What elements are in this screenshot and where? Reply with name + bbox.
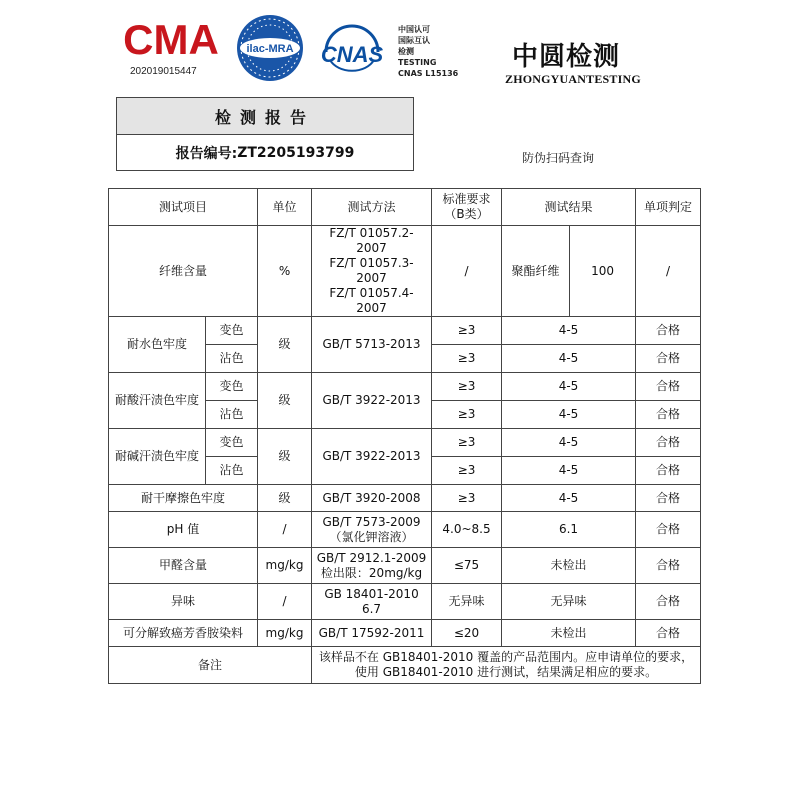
header-standard-line2: （B类） xyxy=(444,207,489,221)
odor-method-line2: 6.7 xyxy=(361,601,382,616)
report-title-box xyxy=(116,97,414,171)
fiber-method-2: FZ/T 01057.3-2007 xyxy=(329,256,414,285)
water-sub2-result: 4-5 xyxy=(502,345,636,373)
fiber-result-label: 聚酯纤维 xyxy=(502,226,570,317)
water-item: 耐水色牢度 xyxy=(109,317,206,373)
brand-name-en: ZHONGYUANTESTING xyxy=(505,72,641,86)
acid-sub2-name: 沾色 xyxy=(206,401,258,429)
water-sub1-standard: ≥3 xyxy=(432,317,502,345)
formaldehyde-unit: mg/kg xyxy=(258,548,312,584)
table-row xyxy=(109,226,701,317)
header-method: 测试方法 xyxy=(312,189,432,226)
acid-method: GB/T 3922-2013 xyxy=(312,373,432,429)
water-sub1-name: 变色 xyxy=(206,317,258,345)
cnas-mark xyxy=(312,24,392,84)
formaldehyde-method-line2: 检出限：20mg/kg xyxy=(320,565,423,580)
acid-sub2-standard: ≥3 xyxy=(432,401,502,429)
remark-row xyxy=(109,647,701,684)
alkali-sub1-name: 变色 xyxy=(206,429,258,457)
amine-unit: mg/kg xyxy=(258,620,312,647)
rubbing-unit: 级 xyxy=(258,485,312,512)
test-results-table xyxy=(108,188,701,684)
ilac-logo-text: ilac-MRA xyxy=(246,43,294,55)
odor-unit: / xyxy=(258,584,312,620)
amine-judgment: 合格 xyxy=(636,620,701,647)
remark-text: 该样品不在 GB18401-2010 覆盖的产品范围内。应申请单位的要求，使用 GB18401-2010 进行测试，结果满足相应的要求。 xyxy=(312,647,701,684)
ph-standard: 4.0~8.5 xyxy=(432,512,502,548)
cnas-line-5: CNAS L15136 xyxy=(398,69,459,78)
water-unit: 级 xyxy=(258,317,312,373)
cnas-logo-text: CNAS xyxy=(320,42,384,67)
cnas-line-3: 检测 xyxy=(398,47,414,56)
ph-method xyxy=(312,512,432,548)
cma-logo xyxy=(123,14,219,64)
acid-item: 耐酸汗渍色牢度 xyxy=(109,373,206,429)
ph-method-line1: GB/T 7573-2009 xyxy=(322,514,421,529)
alkali-sub2-result: 4-5 xyxy=(502,457,636,485)
alkali-sub1-result: 4-5 xyxy=(502,429,636,457)
cma-logo-text: CMA xyxy=(123,16,219,63)
rubbing-standard: ≥3 xyxy=(432,485,502,512)
odor-method xyxy=(312,584,432,620)
table-row xyxy=(109,485,701,512)
fiber-result-value: 100 xyxy=(570,226,636,317)
header-item: 测试项目 xyxy=(109,189,258,226)
header-standard-line1: 标准要求 xyxy=(442,192,491,206)
header-standard xyxy=(432,189,502,226)
ph-item: pH 值 xyxy=(109,512,258,548)
fiber-item: 纤维含量 xyxy=(109,226,258,317)
acid-sub1-standard: ≥3 xyxy=(432,373,502,401)
report-number-label: 报告编号: xyxy=(175,145,238,162)
water-sub1-result: 4-5 xyxy=(502,317,636,345)
formaldehyde-standard: ≤75 xyxy=(432,548,502,584)
odor-judgment: 合格 xyxy=(636,584,701,620)
certification-logos xyxy=(123,10,470,90)
table-header-row xyxy=(109,189,701,226)
odor-result: 无异味 xyxy=(502,584,636,620)
ph-unit: / xyxy=(258,512,312,548)
fiber-unit: % xyxy=(258,226,312,317)
table-row xyxy=(109,620,701,647)
header-unit: 单位 xyxy=(258,189,312,226)
header-result: 测试结果 xyxy=(502,189,636,226)
acid-sub2-judgment: 合格 xyxy=(636,401,701,429)
acid-sub2-result: 4-5 xyxy=(502,401,636,429)
water-method: GB/T 5713-2013 xyxy=(312,317,432,373)
cma-mark xyxy=(123,14,220,77)
rubbing-result: 4-5 xyxy=(502,485,636,512)
cnas-line-1: 中国认可 xyxy=(398,25,430,34)
cnas-line-4: TESTING xyxy=(398,58,437,67)
odor-standard: 无异味 xyxy=(432,584,502,620)
amine-item: 可分解致癌芳香胺染料 xyxy=(109,620,258,647)
water-sub2-name: 沾色 xyxy=(206,345,258,373)
water-sub2-standard: ≥3 xyxy=(432,345,502,373)
report-number: ZT2205193799 xyxy=(237,144,355,161)
header-judgment: 单项判定 xyxy=(636,189,701,226)
alkali-sub2-judgment: 合格 xyxy=(636,457,701,485)
fiber-methods xyxy=(312,226,432,317)
remark-label: 备注 xyxy=(109,647,312,684)
odor-item: 异味 xyxy=(109,584,258,620)
amine-method: GB/T 17592-2011 xyxy=(312,620,432,647)
report-number-row xyxy=(117,135,413,170)
cnas-logo xyxy=(312,24,392,80)
alkali-item: 耐碱汗渍色牢度 xyxy=(109,429,206,485)
ph-result: 6.1 xyxy=(502,512,636,548)
amine-result: 未检出 xyxy=(502,620,636,647)
formaldehyde-method-line1: GB/T 2912.1-2009 xyxy=(316,550,427,565)
formaldehyde-item: 甲醛含量 xyxy=(109,548,258,584)
report-title: 检测报告 xyxy=(117,98,413,135)
ilac-logo xyxy=(234,12,306,84)
table-row xyxy=(109,548,701,584)
alkali-sub2-standard: ≥3 xyxy=(432,457,502,485)
formaldehyde-result: 未检出 xyxy=(502,548,636,584)
rubbing-method: GB/T 3920-2008 xyxy=(312,485,432,512)
rubbing-judgment: 合格 xyxy=(636,485,701,512)
fiber-standard: / xyxy=(432,226,502,317)
alkali-sub2-name: 沾色 xyxy=(206,457,258,485)
fiber-judgment: / xyxy=(636,226,701,317)
ilac-mra-mark xyxy=(234,12,306,88)
rubbing-item: 耐干摩擦色牢度 xyxy=(109,485,258,512)
acid-sub1-name: 变色 xyxy=(206,373,258,401)
formaldehyde-method xyxy=(312,548,432,584)
water-sub1-judgment: 合格 xyxy=(636,317,701,345)
cma-number: 202019015447 xyxy=(130,66,197,77)
fiber-method-1: FZ/T 01057.2-2007 xyxy=(329,226,414,255)
alkali-sub1-standard: ≥3 xyxy=(432,429,502,457)
amine-standard: ≤20 xyxy=(432,620,502,647)
brand-name-cn: 中圆检测 xyxy=(512,42,621,72)
table-row xyxy=(109,429,701,457)
alkali-method: GB/T 3922-2013 xyxy=(312,429,432,485)
cnas-info xyxy=(398,24,458,79)
table-row xyxy=(109,584,701,620)
ph-judgment: 合格 xyxy=(636,512,701,548)
qr-verify-label: 防伪扫码查询 xyxy=(522,151,595,165)
table-row xyxy=(109,512,701,548)
cnas-line-2: 国际互认 xyxy=(398,36,430,45)
table-row xyxy=(109,373,701,401)
ph-method-line2: （氯化钾溶液） xyxy=(329,529,414,544)
alkali-unit: 级 xyxy=(258,429,312,485)
acid-sub1-judgment: 合格 xyxy=(636,373,701,401)
fiber-method-3: FZ/T 01057.4-2007 xyxy=(329,286,414,315)
odor-method-line1: GB 18401-2010 xyxy=(324,586,419,601)
water-sub2-judgment: 合格 xyxy=(636,345,701,373)
table-row xyxy=(109,317,701,345)
formaldehyde-judgment: 合格 xyxy=(636,548,701,584)
acid-unit: 级 xyxy=(258,373,312,429)
acid-sub1-result: 4-5 xyxy=(502,373,636,401)
alkali-sub1-judgment: 合格 xyxy=(636,429,701,457)
